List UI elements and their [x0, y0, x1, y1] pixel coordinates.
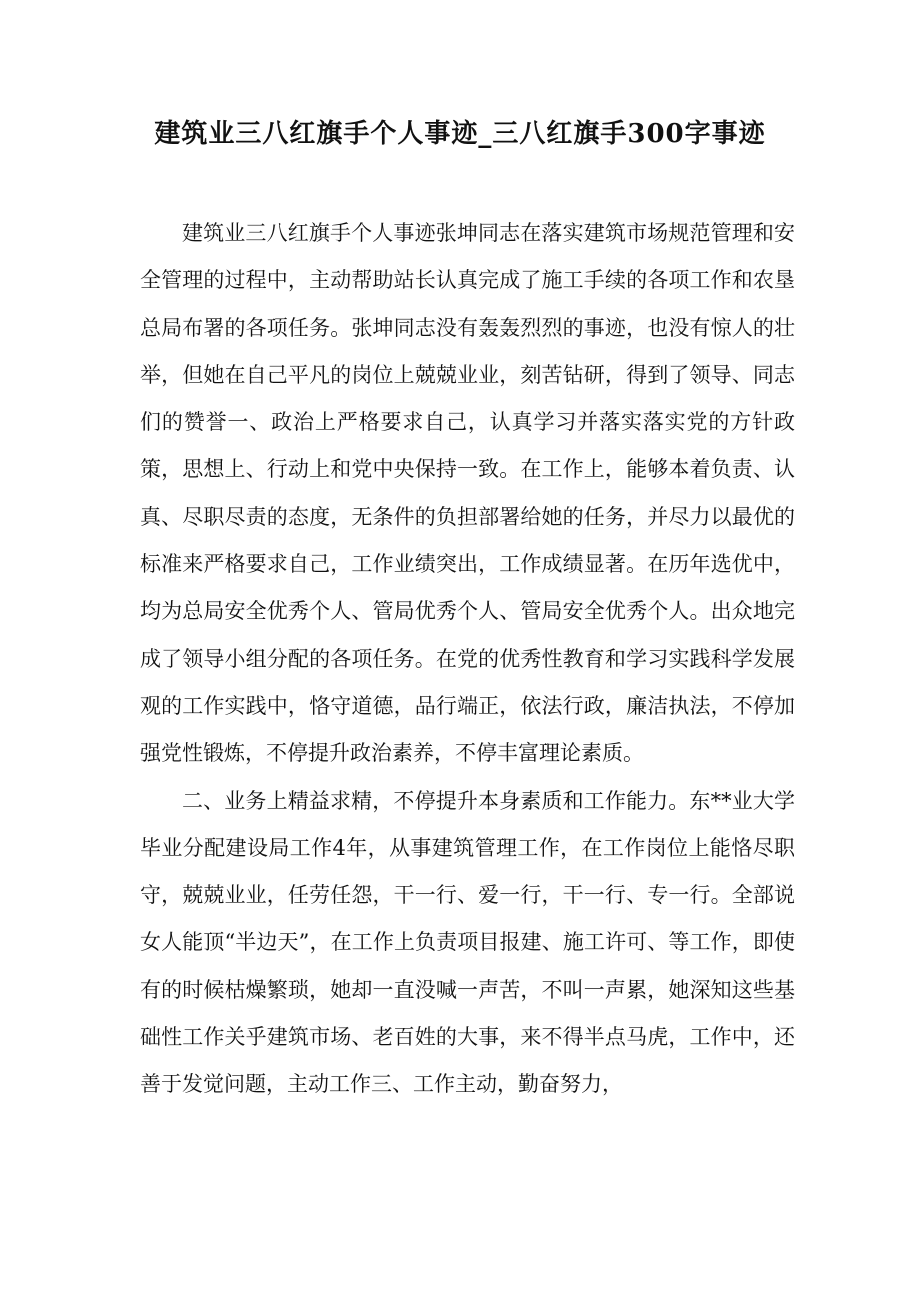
document-body	[140, 210, 795, 1109]
paragraph-1: 建筑业三八红旗手个人事迹张坤同志在落实建筑市场规范管理和安全管理的过程中，主动帮助站长认真完成了施工手续的各项工作和农垦总局布署的各项任务。张坤同志没有轰轰烈烈的事迹，也没有惊人的壮举，但她在自己平凡的岗位上兢兢业业，刻苦钻研，得到了领导、同志们的赞誉一、政治上严格要求自己，认真学习并落实落实党的方针政策，思想上、行动上和党中央保持一致。在工作上，能够本着负责、认真、尽职尽责的态度，无条件的负担部署给她的任务，并尽力以最优的标准来严格要求自己，工作业绩突出，工作成绩显著。在历年选优中，均为总局安全优秀个人、管局优秀个人、管局安全优秀个人。出众地完成了领导小组分配的各项任务。在党的优秀性教育和学习实践科学发展观的工作实践中，恪守道德，品行端正，依法行政，廉洁执法，不停加强党性锻炼，不停提升政治素养，不停丰富理论素质。	[140, 221, 795, 766]
paragraph-2: 二、业务上精益求精，不停提升本身素质和工作能力。东**业大学毕业分配建设局工作4年，从事建筑管理工作，在工作岗位上能恪尽职守，兢兢业业，任劳任怨，干一行、爱一行，干一行、专一行。全部说女人能顶“半边天”，在工作上负责项目报建、施工许可、等工作，即使有的时候枯燥繁琐，她却一直没喊一声苦，不叫一声累，她深知这些基础性工作关乎建筑市场、老百姓的大事，来不得半点马虎，工作中，还善于发觉问题，主动工作三、工作主动，勤奋努力，	[140, 788, 795, 1097]
document-title: 建筑业三八红旗手个人事迹_三八红旗手300字事迹	[154, 119, 766, 149]
